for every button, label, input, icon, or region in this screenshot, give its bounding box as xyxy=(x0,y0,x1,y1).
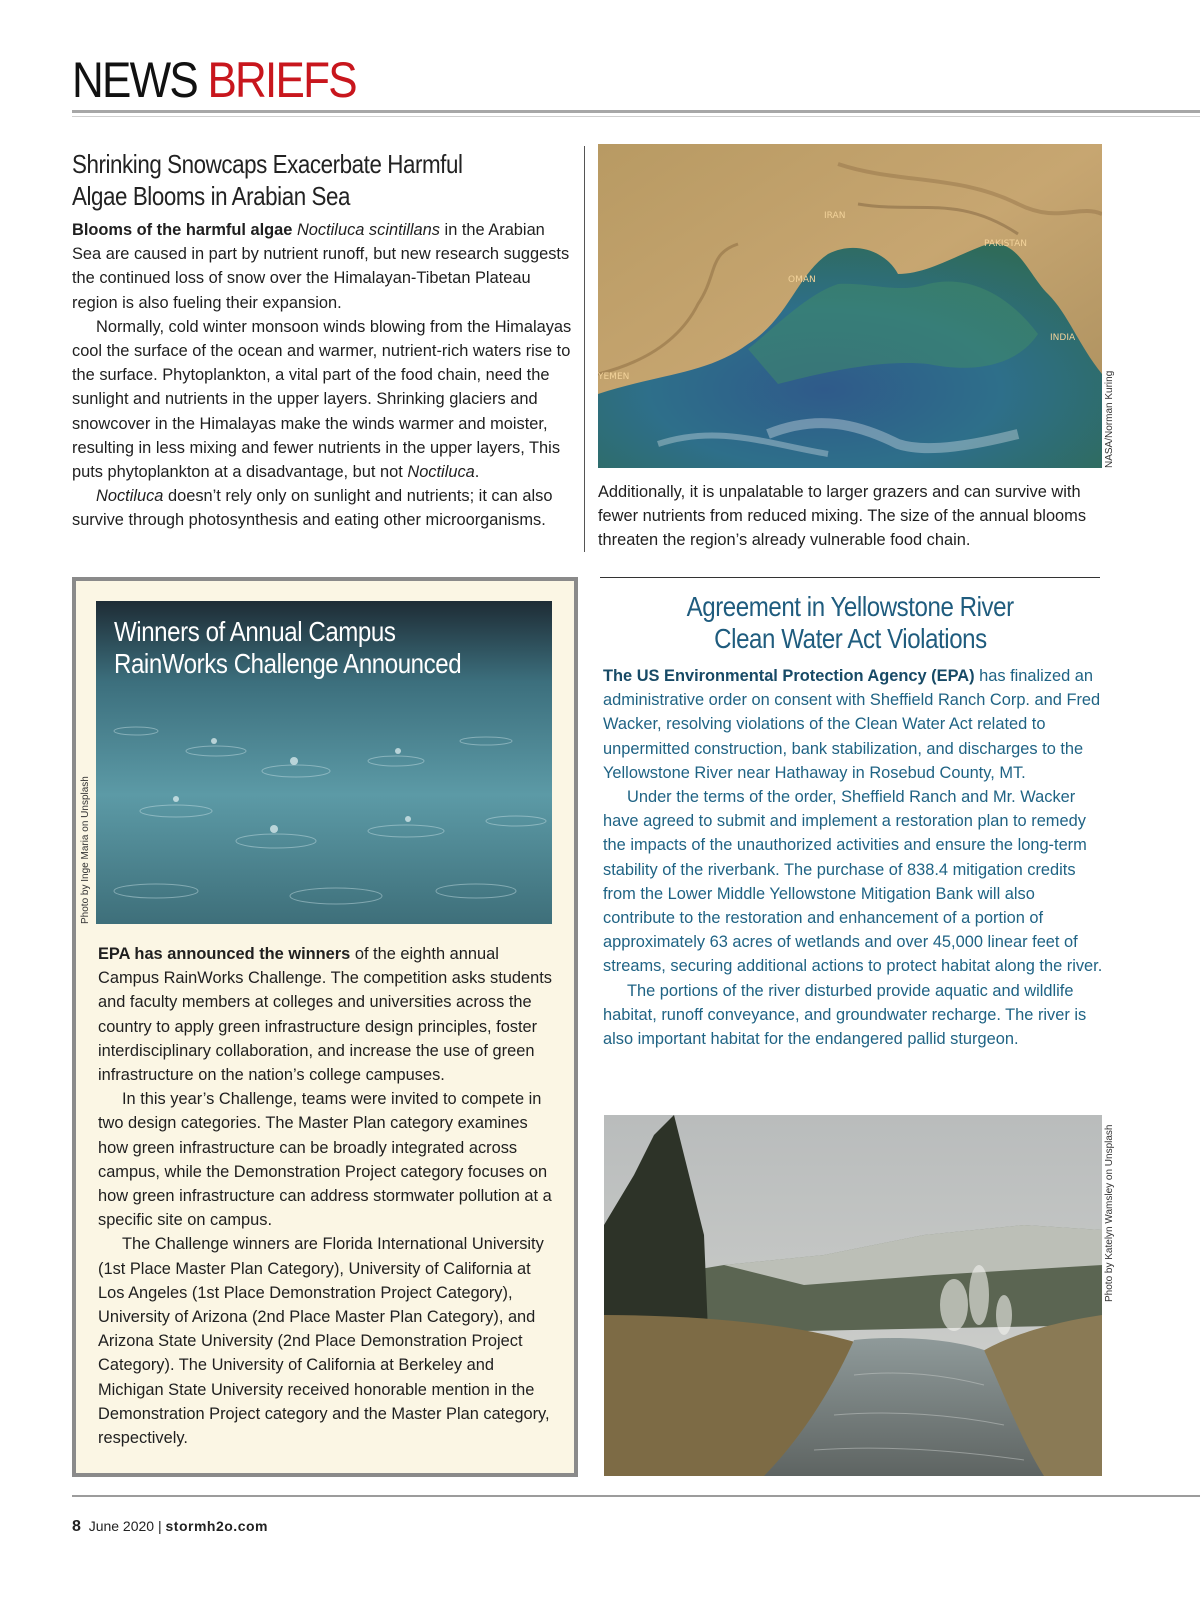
sidebar-paragraph-2: In this year’s Challenge, teams were invited to compete in two design categories. The Master Plan category examines how green infrastructure can be broadly integrated across campus, while the Demonstration Project category focuses on how green infrastructure can address stormwater pollution at a specific site on campus. xyxy=(98,1090,552,1230)
sidebar-headline xyxy=(114,616,475,680)
article2-paragraph-1 xyxy=(603,664,1103,785)
article2-headline xyxy=(600,591,1100,655)
masthead xyxy=(72,50,356,110)
sidebar-headline-line1: Winners of Annual Campus xyxy=(114,616,396,647)
article2-top-rule xyxy=(600,577,1100,578)
rain-photo-credit: Photo by Inge Maria on Unsplash xyxy=(80,776,91,924)
article1-p1-text: in the Arabian Sea are caused in part by nutrient runoff, but new research suggests the continued loss of snow over the Himalayan-Tibetan Plateau region is also fueling their expansion. xyxy=(72,221,570,312)
article1-paragraph-3 xyxy=(72,484,578,532)
article1-p2-species: Noctiluca xyxy=(407,463,475,482)
article1-continued xyxy=(598,480,1098,553)
header-divider-thin xyxy=(72,116,1200,117)
footer-separator: | xyxy=(157,1518,162,1534)
article1-body xyxy=(72,218,578,533)
article2-body xyxy=(603,664,1103,1051)
map-label-india: INDIA xyxy=(1050,333,1076,343)
sidebar-paragraph-3: The Challenge winners are Florida International University (1st Place Master Plan Category), University of California at Los Angeles (1st Place Demonstration Project Category), University of Arizona (2nd Place Master Plan Category), and Arizona State University (2nd Place Demonstration Project Category). The University of California at Berkeley and Michigan State University received honorable mention in the Demonstration Project category and the Master Plan category, respectively. xyxy=(98,1235,550,1448)
header-divider xyxy=(72,110,1200,113)
article1-p2-end: . xyxy=(474,463,480,482)
article2-headline-line1: Agreement in Yellowstone River xyxy=(686,591,1014,622)
article1-headline-line2: Algae Blooms in Arabian Sea xyxy=(72,181,351,211)
sidebar-headline-line2: RainWorks Challenge Announced xyxy=(114,648,462,679)
article1-paragraph-1 xyxy=(72,218,578,315)
article2-paragraph-2: Under the terms of the order, Sheffield Ranch and Mr. Wacker have agreed to submit and implement a restoration plan to remedy the impacts of the unauthorized activities and ensure the long-term stability of the riverbank. The purchase of 838.4 mitigation credits from the Lower Middle Yellowstone Mitigation Bank will also contribute to the restoration and enhancement of a portion of approximately 63 acres of wetlands and over 45,000 linear feet of streams, securing additional actions to protect habitat along the river. xyxy=(603,788,1103,976)
page-footer xyxy=(72,1518,268,1536)
article1-p2-text: Normally, cold winter monsoon winds blowing from the Himalayas cool the surface of the ocean and warmer, nutrient-rich waters rise to the surface. Phytoplankton, a vital part of the food chain, need the sunlight and nutrients in the upper layers. Shrinking glaciers and snowcover in the Himalayas make the winds warmer and moister, resulting in less mixing and fewer nutrients in the upper layers, This puts phytoplankton at a disadvantage, but not xyxy=(72,317,572,482)
article1-headline xyxy=(72,148,502,212)
sidebar-paragraph-1 xyxy=(98,942,554,1087)
article2-paragraph-3: The portions of the river disturbed provide aquatic and wildlife habitat, runoff conveyance, and groundwater recharge. The river is also important habitat for the endangered pallid sturgeon. xyxy=(603,981,1087,1049)
footer-divider xyxy=(72,1495,1200,1497)
map-label-iran: IRAN xyxy=(824,211,846,221)
article2-lead: The US Environmental Protection Agency (EPA) xyxy=(603,667,975,685)
page-number: 8 xyxy=(72,1518,81,1535)
article1-p3-text: doesn’t rely only on sunlight and nutrients; it can also survive through photosynthesis and eating other microorganisms. xyxy=(72,487,553,530)
arabian-sea-satellite-photo xyxy=(598,144,1102,468)
article1-lead: Blooms of the harmful algae xyxy=(72,221,293,239)
masthead-news: NEWS xyxy=(72,52,197,108)
satellite-photo-credit: NASA/Norman Kuring xyxy=(1104,370,1115,468)
map-label-oman: OMAN xyxy=(788,275,816,285)
article1-species: Noctiluca scintillans xyxy=(296,221,440,239)
article1-paragraph-2 xyxy=(72,315,578,484)
yellowstone-river-photo xyxy=(604,1115,1102,1476)
sidebar-p1-text: of the eighth annual Campus RainWorks Challenge. The competition asks students and faculty members at colleges and universities across the country to apply green infrastructure design principles, foster interdisciplinary collaboration, and increase the use of green infrastructure on the nation’s college campuses. xyxy=(98,945,552,1085)
sidebar-body xyxy=(98,942,554,1450)
column-divider xyxy=(584,146,585,552)
article1-headline-line1: Shrinking Snowcaps Exacerbate Harmful xyxy=(72,149,463,179)
sidebar-lead: EPA has announced the winners xyxy=(98,945,351,963)
site-link[interactable]: stormh2o.com xyxy=(165,1518,268,1534)
masthead-briefs: BRIEFS xyxy=(207,52,356,108)
article2-p1-text: has finalized an administrative order on consent with Sheffield Ranch Corp. and Fred Wacker, resolving violations of the Clean Water Act related to unpermitted construction, bank stabilization, and discharges to the Yellowstone River near Hathaway in Rosebud County, MT. xyxy=(603,667,1101,782)
map-label-yemen: YEMEN xyxy=(598,372,630,382)
issue-date: June 2020 xyxy=(88,1518,155,1534)
article1-continued-text: Additionally, it is unpalatable to larger grazers and can survive with fewer nutrients from reduced mixing. The size of the annual blooms threaten the region’s already vulnerable food chain. xyxy=(598,483,1087,550)
article2-headline-line2: Clean Water Act Violations xyxy=(713,623,987,654)
river-photo-credit: Photo by Katelyn Wamsley on Unsplash xyxy=(1104,1124,1115,1302)
map-label-pakistan: PAKISTAN xyxy=(984,239,1027,249)
article1-p3-species: Noctiluca xyxy=(96,487,164,506)
